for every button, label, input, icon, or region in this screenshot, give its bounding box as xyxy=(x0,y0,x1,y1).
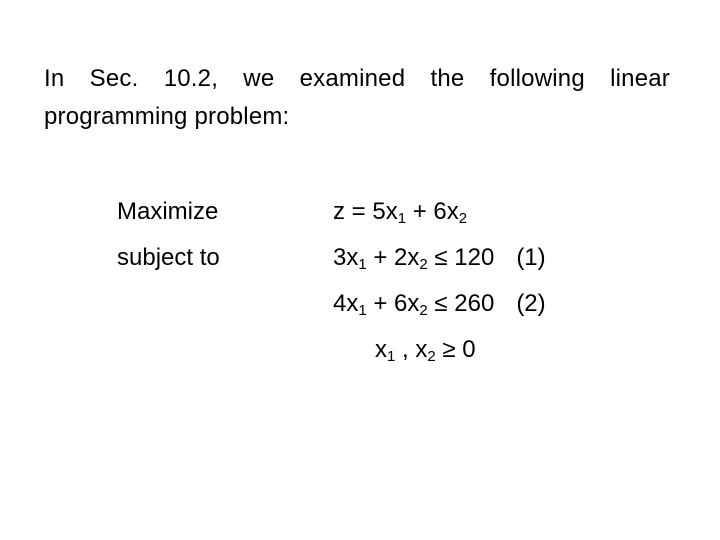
nonnegativity-constraint: $x_1$ , $x_2 \ge 0$ xyxy=(375,336,476,365)
constraint-2: $4x_1 + 6x_2 \le 260$ (2) xyxy=(333,281,546,327)
subject-to-label: subject to xyxy=(117,244,220,271)
problem-labels xyxy=(117,189,220,281)
objective-function: $z = 5x_1 + 6x_2$ xyxy=(333,198,468,227)
maximize-label: Maximize xyxy=(117,198,219,225)
intro-paragraph: In Sec. 10.2, we examined the following linear programming problem: xyxy=(44,65,670,130)
problem-formulas xyxy=(333,189,546,373)
constraint-1-tag: (1) xyxy=(516,244,546,271)
constraint-1: $3x_1 + 2x_2 \le 120$ (1) xyxy=(333,235,546,281)
constraint-2-tag: (2) xyxy=(516,290,546,317)
